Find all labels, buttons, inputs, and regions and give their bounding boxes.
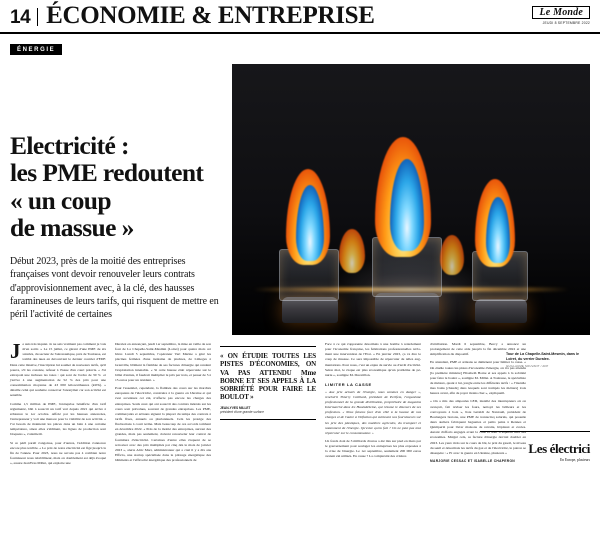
text-column-2 <box>115 342 211 469</box>
paragraph: Je suis très inquiet. Je ne sais vraiment pas comment je vais m'en sortir. » Le 15 juillet, ce gérant d'une PME de six salariés, du secteur de l'aéronautique, près de Toulouse, est tombé des nues en découvrant le dernier courrier d'EDF. Dans cette missive, l'inscription lui soumet de nouveaux tarifs, qu'il pourra, s'il les consiste, refuser à l'issue d'un court préavis. « J'ai extrapolé une incluses les taxes : qui sont de l'ordre de 30 % et j'arrive à une augmentation de 52 % des prix pour une consommation moyenne de 43 000 kilowattheures (kWh). » détaille celui qui souhaite conserver l'anonymat car son activité est sensible. <box>10 339 106 398</box>
paragraph: Face à ce qui s'apparente désormais à une bombe à retardement pour l'économie française, les fédérations professionnelles réclament une intervention de l'Etat. « En janvier 2023, ça va être le coup de massue. Ce sera impossible de répercuter de telles augmentations. Pour nous, c'est un enjeu de survie ou d'arrêt d'activité. Selon moi, le risque est plus économique qu'un problème de pénurie », souligne M. Ducatillon. <box>325 342 421 377</box>
caption-block <box>506 352 590 368</box>
le-monde-logo: Le Monde <box>532 6 590 20</box>
text-column-1 <box>10 339 106 469</box>
masthead-date: JEUDI 8 SEPTEMBRE 2022 <box>542 21 590 26</box>
photo-credit: GUILLAUME SOUVANT / AFP <box>506 363 549 368</box>
masthead-divider <box>37 8 38 26</box>
pull-quote-role: président d'une grande surface <box>220 409 264 414</box>
paragraph: Comme 1,5 million de PME, l'entreprise bénéficie d'un tarif réglementé, bâti à souscrit un tarif vert depuis 2021 qui arrive à échéance le 1er octobre. Affolé par les hausses annoncées, l'entrepreneur y voit une menace pour la viabilité de son activité. « J'ai besoin de maintenir les pièces dans un bain à une certaine température, sinon elles s'abîment, les lignes de production sont bloquées », s'alarmetil. <box>10 401 106 437</box>
article-photo <box>232 64 590 335</box>
headline-line-4: de massue » <box>10 212 134 242</box>
paragraph: « On a mis des ampoules LED, installé des interrupteurs où on avançait, fait réviser les fours, nettoyé les brûleurs et les convoyeurs à bois », liste Géraldi de Nantouil, président de Boulangers bretons, une PME de trentecinq salariés, qui possède deux ateliers fabriquant baguettes et petits pains à Rennes et Quimperlé pour livrer maisons de retraite, hôpitaux et écoles. Autant d'efforts engagés avant la crise et dont il espérait tirer des économies. Malgré cela, sa facture d'énergie devrait doubler en 2023. Les yeux rivés sur le cours de blé, le prix du gasoil, le niveau du seuil et désormais les tarifs du gaz et de l'électricité, le patron se désespère : « Et avec la guerre en Ukraine, plusieurs » <box>430 399 526 455</box>
next-article-title: Les électrici <box>528 441 590 457</box>
photo-caption: Tour de La Chapelle-Saint-Mesmin, dans le Loiret, du verrier Duralex. <box>506 352 580 361</box>
paragraph: Duralex en annonçant, jeudi 1er septembre, la mise en veille de son four de La Chapelle-Saint-Mesmin (Loiret) pour quatre mois cet hiver. Lundi 5 septembre, l'opérateur Vert Marine a géré les piscines fermées d'une trentaine de piscines, de Limoges à Granville, blâmant la flambée de ses factures d'énergie qui rendent l'exploitation intenable. « Si cette hausse était répercutée sur le billet d'entrée, il faudrait multiplier le prix par trois, et passer de 5 à 15 euros pour un résident. » <box>115 342 211 382</box>
headline-column <box>10 64 222 335</box>
burner-center <box>375 293 439 323</box>
burner-right <box>475 299 527 323</box>
paragraph: Si ce péril paraît s'angoisse, pour d'autres, l'addition s'annonce encore plus terrible. « Le prix de notre électricité est figé jusqu'à la fin de l'année. Pour 2023, nous ne savons pas à combien notre fournisseur nous rétabliliseur, mais on doublement est déjà évoqué », assure JeanYves Millet, qui exploite une <box>10 440 106 466</box>
page-title <box>10 132 222 241</box>
photo-column <box>232 64 590 335</box>
paragraph: d'attribution. Mardi 6 septembre, Bercy a annoncé un prolongement de cette aide jusqu'à la fin décembre 2022 et une simplification du dispositif. <box>430 342 526 357</box>
masthead-right <box>532 2 590 26</box>
standfirst: Début 2023, près de la moitié des entreprises françaises vont devoir renouveler leurs contrats d'approvisionnement avec, à la clé, des hausses faramineuses de leurs tarifs, qui risquent de mettre en péril l'activité de certaines <box>10 256 219 321</box>
headline-line-1: Electricité : <box>10 131 129 160</box>
paragraph: En attendant, PME et artisans se démènent pour limiter la casse. « On étudie toutes les pistes d'économie d'énergie, on n'a pas attendu [la première ministre] Elisabeth Borne et ses appels à la sobriété pour faire le boulot », souligne M. Millet. A Toulouse, le spécialiste de métaux, quant à lui, jongle entre les différents tarifs : « J'installe mes bains [chauds] dans lesquels sont trempés les métaux] trois heures avant, afin de payer moins cher », expliquetil. <box>430 360 526 396</box>
flame-small-b <box>440 235 464 275</box>
top-area <box>10 64 590 335</box>
rubric-badge: ÉNERGIE <box>10 44 62 55</box>
pull-quote <box>220 346 316 420</box>
page-number: 14 <box>10 7 31 28</box>
headline-line-3: « un coup <box>10 185 111 215</box>
pull-quote-text: « ON ÉTUDIE TOUTES LES PISTES D'ÉCONOMIES, ON VA PAS ATTENDU Mme BORNE ET SES APPELS À LA SOBRIÉTÉ POUR FAIRE LE BOULOT » <box>220 352 316 402</box>
paragraph: Un fonds doté de 3 milliards d'euros a été mis sur pied en mars par le gouvernement pour soulager les entreprises les plus exposées à la crise de l'énergie. Le 1er septembre, seulement 200 000 euros avaient été utilisés. En cause ? La complexité des critères <box>325 439 421 459</box>
byline: MARJORIE CESSAC ET ISABELLE CHAPERON <box>430 458 515 463</box>
pull-quote-author: JEAN-YVES MILLET <box>220 405 251 410</box>
section-subhead: LIMITER LA CASSE <box>325 381 372 387</box>
text-column-4 <box>325 342 421 469</box>
article-page <box>0 56 600 469</box>
paragraph: « Aux prix actuels de l'énergie, nous sommes en danger », renchérit Thierry Cotillard, président de Perifem, l'organisme professionnel de la grande distribution, propriétaire de magasins Intermarché dans les HautsdeSeine, qui résume le discours de ses profession. « Nous faisons face d'un côté à la hausse de nos charges et de l'autre à l'inflation qui subissent nos fournisseurs sur les prix des plastiques, des matières agricoles, du transport et notamment de l'énergie. Qu'estce qu'on fait ? On ne peut pas tout répercuter sur le consommateur. » <box>325 389 421 435</box>
next-article-subtitle: En Europe, plusieurs <box>559 458 590 463</box>
rubric-row <box>0 34 600 56</box>
text-column-3 <box>220 342 316 469</box>
headline-line-2: les PME redoutent <box>10 158 204 188</box>
masthead <box>0 0 600 34</box>
pull-quote-attribution <box>220 406 316 415</box>
paragraph: Pour l'essentiel, cependant, la flambée des cours sur les marchés européens de l'électricité, construire à la guerre en Ukraine et qui s'est accentuée cet été, n'affecte pas encore les charges des entreprises. Seuls ceux qui ont souscrit des contrats indexés sur les cours sont prévalues, souvent de grandes entreprises. Les PME, commerçants et artisans signent la plupart du temps des contrats à tarifs fixes, annuels ou pluriannuels. Cela les protège des fluctuations à court terme. Mais beaucoup de ces accords tombent en décembre 2022. « Près de la moitié des entreprises, surtout des grandes, mais pas seulement, doivent renouveler leur contrat de fourniture d'électricité. Certaines d'entre elles risquent de se retrouver avec des prix multipliés par cinq dès le mois de janvier 2023 », alerte Alric Mari, administrateur qui a créé il y a dix ans Efficia, une startup spécialisée dans le pilotage énergétique des bâtiments et l'efficacité énergétique des professionnels de <box>115 386 211 463</box>
teaser-divider <box>480 431 590 432</box>
section-title: ÉCONOMIE & ENTREPRISE <box>46 2 375 29</box>
next-article-teaser[interactable] <box>480 427 590 463</box>
